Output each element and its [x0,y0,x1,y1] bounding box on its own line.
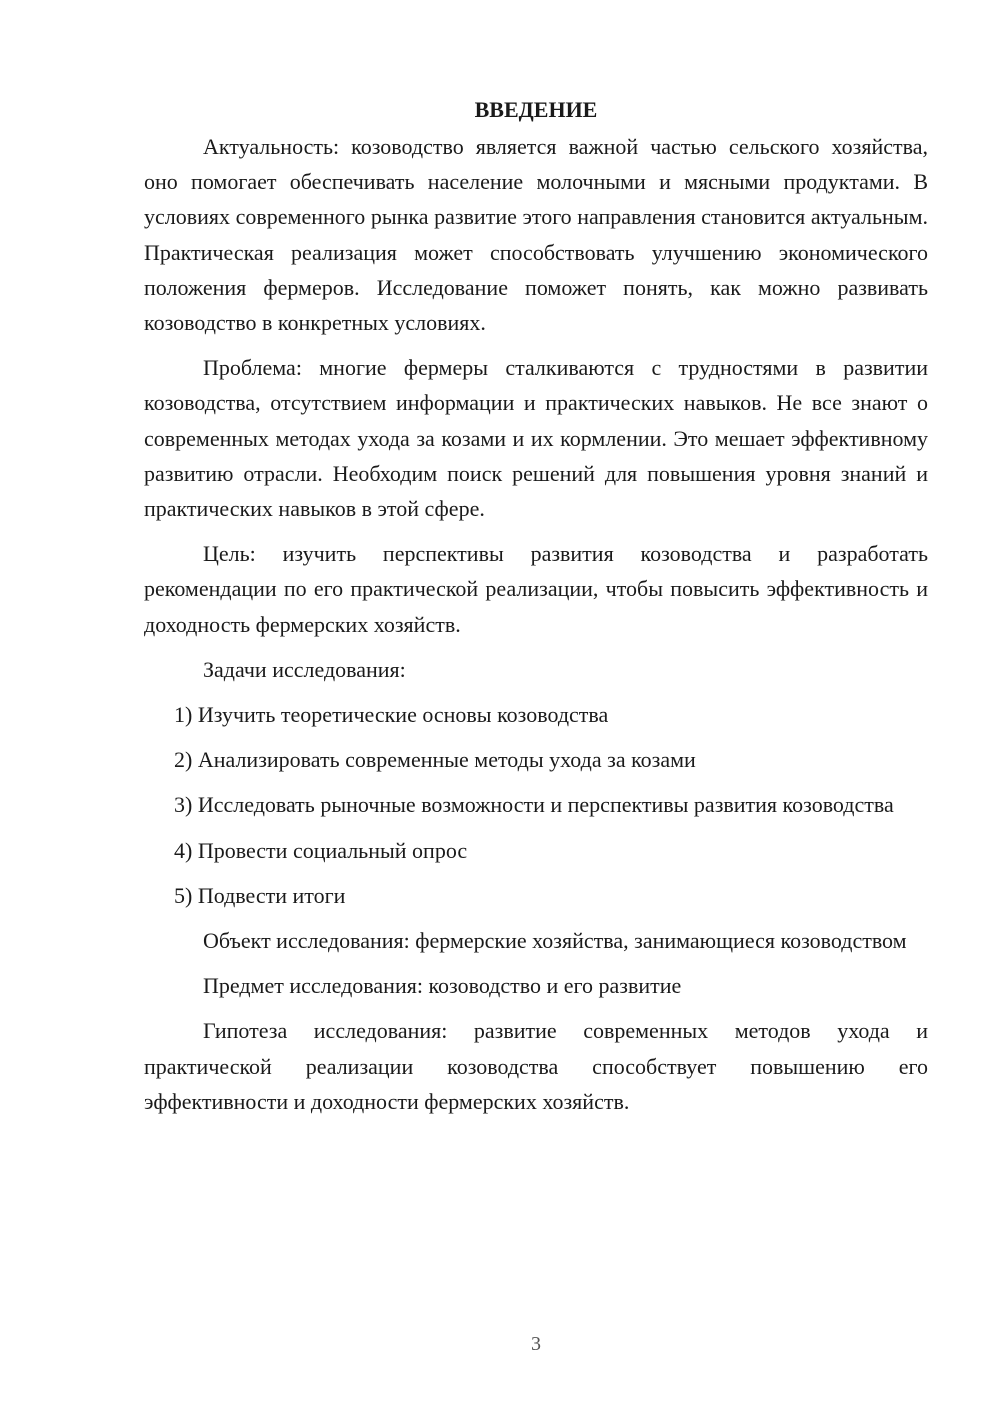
task-item-2: 2) Анализировать современные методы ухода за козами [174,747,696,773]
page-content [144,92,928,1129]
tasks-heading: Задачи исследования: [203,656,406,682]
task-item-4: 4) Провести социальный опрос [174,837,468,863]
paragraph-object: Объект исследования: фермерские хозяйства, занимающиеся козоводством [203,928,907,954]
paragraph-subject: Предмет исследования: козоводство и его развитие [203,973,682,999]
task-item-5: 5) Подвести итоги [174,882,346,908]
section-title: ВВЕДЕНИЕ [474,97,598,122]
paragraph-problem: Проблема: многие фермеры сталкиваются с трудностями в развитии козоводства, отсутствием информации и практических навыков. Не все знают о современных методах ухода за козами и их кормлении. Это мешает эффективному развитию отрасли. Необходим поиск решений для повышения уровня знаний и практических навыков в этой сфере. [144,355,928,522]
paragraph-hypothesis: Гипотеза исследования: развитие современных методов ухода и практической реализации козоводства способствует повышению его эффективности и доходности фермерских хозяйств. [144,1018,928,1114]
page-number: 3 [531,1333,541,1355]
paragraph-goal: Цель: изучить перспективы развития козоводства и разработать рекомендации по его практической реализации, чтобы повысить эффективность и доходность фермерских хозяйств. [144,541,928,637]
task-item-3: 3) Исследовать рыночные возможности и перспективы развития козоводства [174,792,894,818]
task-item-1: 1) Изучить теоретические основы козоводства [174,702,609,728]
paragraph-relevance: Актуальность: козоводство является важной частью сельского хозяйства, оно помогает обеспечивать население молочными и мясными продуктами. В условиях современного рынка развитие этого направления становится актуальным. Практическая реализация может способствовать улучшению экономического положения фермеров. Исследование поможет понять, как можно развивать козоводство в конкретных условиях. [144,134,928,336]
